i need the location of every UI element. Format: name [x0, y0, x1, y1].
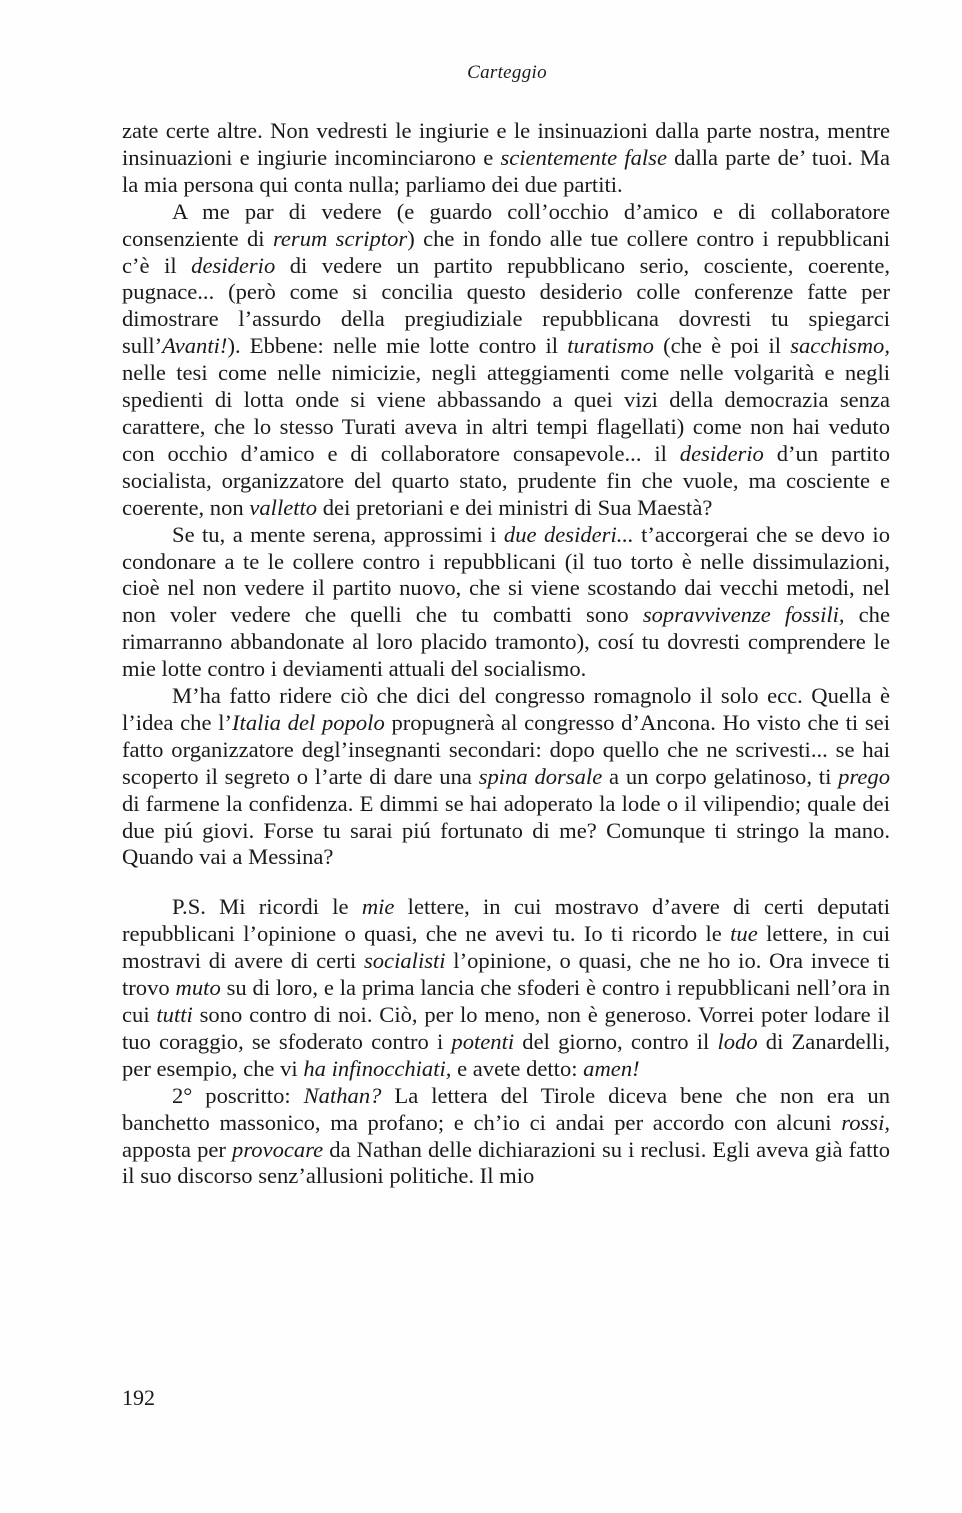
italic-text: scientemente false: [500, 144, 667, 170]
italic-text: spina dorsale: [478, 763, 603, 789]
paragraph: [122, 683, 890, 871]
italic-text: Italia del popolo: [232, 709, 385, 735]
text-run: di vedere un partito repubblicano serio, cosciente, coerente, pugnace... (però come si concilia questo desiderio colle conferenze fatte per dimostrare l’assurdo della pregiudiziale repubblicana dovresti tu spiegarci sull’: [122, 252, 891, 359]
italic-text: mie: [361, 894, 395, 920]
text-run: di farmene la confidenza. E dimmi se hai adoperato la lode o il vilipendio; quale dei due piú giovi. Forse tu sarai piú fortunato di me? Comunque ti stringo la mano. Quando vai a Messina?: [122, 790, 890, 870]
italic-text: valletto: [249, 494, 318, 520]
italic-text: rossi,: [841, 1109, 890, 1135]
text-run: P.S. Mi ricordi le: [172, 894, 362, 920]
italic-text: lodo: [717, 1028, 758, 1054]
italic-text: provocare: [232, 1136, 324, 1162]
text-run: (che è poi il: [653, 333, 791, 359]
italic-text: tue: [730, 921, 758, 947]
italic-text: rerum scriptor: [272, 225, 408, 251]
text-run: e avete detto:: [451, 1055, 584, 1081]
italic-text: Nathan?: [303, 1082, 382, 1108]
italic-text: turatismo: [567, 333, 654, 359]
text-run: di Zanardelli, per esempio, che vi: [122, 1028, 890, 1081]
text-run: sono contro di noi. Ciò, per lo meno, non è generoso. Vorrei poter lodare il tuo coraggio, se sfoderato contro i: [122, 1002, 890, 1054]
italic-text: prego: [838, 763, 891, 789]
italic-text: muto: [175, 975, 221, 1001]
text-run: propugnerà al congresso d’Ancona. Ho visto che ti sei fatto organizzatore degl’insegnanti secondari: dopo quello che ne scrivesti... se hai scoperto il segreto o l’arte di dare una: [122, 709, 890, 789]
italic-text: amen!: [583, 1055, 640, 1081]
running-title: Carteggio: [467, 62, 547, 83]
italic-text: desiderio: [679, 440, 764, 466]
text-run: t’accorgerai che se devo io condonare a te le collere contro i repubblicani (il tuo torto è nelle dissimulazioni, cioè nel non vedere il partito nuovo, che si viene scostando dai vecchi metodi, nel non voler vedere che quelli che tu combatti sono: [122, 521, 890, 628]
body-text: [122, 118, 890, 1190]
text-run: ). Ebbene: nelle mie lotte contro il: [227, 333, 568, 359]
running-head: [0, 62, 962, 84]
italic-text: sopravvivenze fossili,: [642, 602, 845, 628]
paragraph: [122, 522, 890, 683]
text-run: dei pretoriani e dei ministri di Sua Maestà?: [317, 494, 713, 520]
italic-text: potenti: [451, 1028, 515, 1054]
text-run: zate certe altre. Non vedresti le ingiurie e le insinuazioni dalla parte nostra, mentre insinuazioni e ingiurie incominciarono e: [122, 118, 890, 170]
text-run: A me par di vedere (e guardo coll’occhio d’amico e di collaboratore consenziente di: [122, 198, 890, 251]
text-run: l’opinione, o quasi, che ne ho io. Ora invece ti trovo: [122, 948, 891, 1001]
text-run: d’un partito socialista, organizzatore del quarto stato, prudente fin che vuole, ma cosciente e coerente, non: [122, 440, 890, 520]
italic-text: socialisti: [363, 948, 446, 974]
text-run: su di loro, e la prima lancia che sfoderi è contro i repubblicani nell’ora in cui: [122, 975, 890, 1027]
text-run: ) che in fondo alle tue collere contro i repubblicani c’è il: [122, 225, 891, 278]
text-run: che rimarranno abbandonate al loro placido tramonto), cosí tu dovresti comprendere le mie lotte contro i deviamenti attuali del socialismo.: [122, 602, 890, 682]
paragraph: [122, 199, 890, 522]
text-run: a un corpo gelatinoso, ti: [602, 763, 839, 789]
text-run: La lettera del Tirole diceva bene che non era un banchetto massonico, ma profano; e ch’io ci andai per accordo con alcuni: [122, 1082, 890, 1135]
page-number: 192: [122, 1385, 155, 1410]
paragraph-postscript: [122, 894, 890, 1082]
paragraph: [122, 118, 890, 199]
italic-text: sacchismo,: [790, 333, 890, 359]
text-run: apposta per: [122, 1136, 233, 1162]
paragraph-second-postscript: [122, 1083, 890, 1191]
text-run: da Nathan delle dichiarazioni su i reclusi. Egli aveva già fatto il suo discorso senz’allusioni politiche. Il mio: [122, 1136, 890, 1189]
text-run: del giorno, contro il: [514, 1028, 718, 1054]
text-run: dalla parte de’ tuoi. Ma la mia persona qui conta nulla; parliamo dei due partiti.: [122, 144, 891, 197]
italic-text: desiderio: [191, 252, 276, 278]
italic-text: tutti: [156, 1002, 193, 1027]
text-run: Se tu, a mente serena, approssimi i: [172, 521, 504, 547]
italic-text: Avanti!: [162, 333, 228, 359]
text-run: lettere, in cui mostravo d’avere di certi deputati repubblicani l’opinione o quasi, che ne avevi tu. Io ti ricordo le: [122, 894, 890, 947]
italic-text: due desideri...: [503, 521, 634, 547]
text-run: 2° poscritto:: [172, 1082, 304, 1108]
text-run: M’ha fatto ridere ciò che dici del congresso romagnolo il solo ecc. Quella è l’idea che l’: [122, 683, 890, 735]
text-run: lettere, in cui mostravi di avere di certi: [122, 921, 891, 974]
text-run: nelle tesi come nelle nimicizie, negli atteggiamenti come nelle volgarità e negli spedienti di lotta onde si viene abbassando a quei vizi della democrazia senza carattere, che lo stesso Turati aveva in altri tempi flagellati) come non hai veduto con occhio d’amico e di collaboratore consapevole... il: [122, 360, 890, 466]
italic-text: ha infinocchiati,: [303, 1055, 452, 1081]
